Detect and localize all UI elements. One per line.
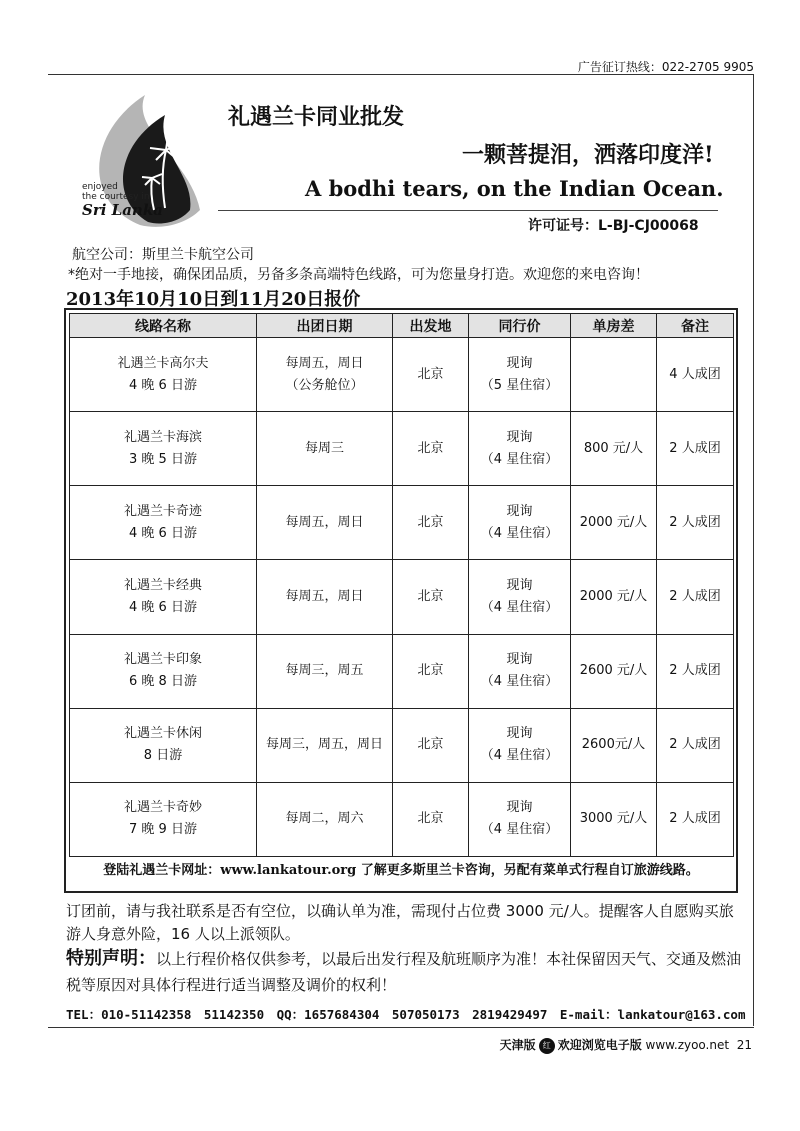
route-cell: 礼遇兰卡高尔夫 4 晚 6 日游	[70, 338, 257, 412]
welcome-text: 欢迎浏览电子版	[557, 1038, 642, 1052]
route-cell: 礼遇兰卡经典 4 晚 6 日游	[70, 560, 257, 634]
single-supplement-cell	[571, 338, 657, 412]
single-supplement-cell: 3000 元/人	[571, 782, 657, 856]
route-cell: 礼遇兰卡奇迹 4 晚 6 日游	[70, 486, 257, 560]
price-cell: 现询 （4 星住宿）	[469, 412, 571, 486]
table-row	[70, 338, 734, 412]
page-footer	[500, 1036, 752, 1054]
price-cell: 现询 （4 星住宿）	[469, 486, 571, 560]
price-cell: 现询 （5 星住宿）	[469, 338, 571, 412]
single-supplement-cell: 2000 元/人	[571, 486, 657, 560]
departure-cell: 北京	[393, 708, 469, 782]
price-cell: 现询 （4 星住宿）	[469, 782, 571, 856]
license-number: 许可证号：L-BJ-CJ00068	[528, 218, 699, 234]
logo-caption-line1: enjoyed	[82, 182, 118, 192]
departure-cell: 北京	[393, 486, 469, 560]
departure-cell: 北京	[393, 634, 469, 708]
logo-caption	[82, 182, 150, 202]
table-row	[70, 782, 734, 856]
special-statement-label: 特别声明：	[66, 948, 156, 969]
col-header-single-supplement: 单房差	[571, 314, 657, 338]
dates-cell: 每周三，周五，周日	[257, 708, 393, 782]
note-cell: 2 人成团	[657, 634, 734, 708]
special-statement	[66, 946, 742, 998]
departure-cell: 北京	[393, 412, 469, 486]
quote-table	[69, 313, 734, 857]
edition-label: 天津版	[499, 1038, 536, 1052]
note-cell: 2 人成团	[657, 412, 734, 486]
header-divider	[48, 74, 754, 75]
route-cell: 礼遇兰卡休闲 8 日游	[70, 708, 257, 782]
single-supplement-cell: 800 元/人	[571, 412, 657, 486]
route-cell: 礼遇兰卡印象 6 晚 8 日游	[70, 634, 257, 708]
title-divider	[218, 210, 718, 211]
table-row	[70, 412, 734, 486]
col-header-dates: 出团日期	[257, 314, 393, 338]
note-cell: 4 人成团	[657, 338, 734, 412]
single-supplement-cell: 2600元/人	[571, 708, 657, 782]
table-row	[70, 560, 734, 634]
booking-notice: 订团前，请与我社联系是否有空位，以确认单为准，需现付占位费 3000 元/人。提醒客人自愿购买旅游人身意外险，16 人以上派领队。	[66, 902, 734, 943]
page-number: 21	[736, 1038, 752, 1052]
price-cell: 现询 （4 星住宿）	[469, 634, 571, 708]
airline-info: 航空公司：斯里兰卡航空公司	[72, 247, 254, 263]
departure-cell: 北京	[393, 560, 469, 634]
logo-caption-line2: the courtesy in	[82, 192, 150, 202]
route-cell: 礼遇兰卡奇妙 7 晚 9 日游	[70, 782, 257, 856]
dates-cell: 每周五，周日 （公务舱位）	[257, 338, 393, 412]
table-row	[70, 708, 734, 782]
quote-period: 2013年10月10日到11月20日报价	[66, 289, 361, 310]
right-border	[753, 74, 754, 1026]
note-cell: 2 人成团	[657, 782, 734, 856]
note-cell: 2 人成团	[657, 486, 734, 560]
note-cell: 2 人成团	[657, 708, 734, 782]
dates-cell: 每周三	[257, 412, 393, 486]
slogan-english: A bodhi tears, on the Indian Ocean.	[305, 176, 724, 201]
col-header-note: 备注	[657, 314, 734, 338]
footer-divider	[48, 1027, 754, 1028]
page-title: 礼遇兰卡同业批发	[228, 105, 405, 130]
site-url: www.zyoo.net	[645, 1038, 730, 1052]
table-header-row	[70, 314, 734, 338]
single-supplement-cell: 2000 元/人	[571, 560, 657, 634]
price-cell: 现询 （4 星住宿）	[469, 560, 571, 634]
departure-cell: 北京	[393, 338, 469, 412]
special-statement-text: 以上行程价格仅供参考，以最后出发行程及航班顺序为准！本社保留因天气、交通及燃油税等原因对具体行程进行适当调整及调价的权利！	[66, 950, 742, 994]
col-header-route: 线路名称	[70, 314, 257, 338]
col-header-departure: 出发地	[393, 314, 469, 338]
contact-info: TEL：010-51142358 51142350 QQ：1657684304 507050173 2819429497 E-mail：lankatour@163.com	[66, 1007, 746, 1022]
dates-cell: 每周五，周日	[257, 486, 393, 560]
col-header-price: 同行价	[469, 314, 571, 338]
ad-hotline: 广告征订热线：022-2705 9905	[577, 60, 754, 74]
logo-brand: Sri Lanka	[82, 201, 163, 219]
route-cell: 礼遇兰卡海滨 3 晚 5 日游	[70, 412, 257, 486]
price-cell: 现询 （4 星住宿）	[469, 708, 571, 782]
dates-cell: 每周二，周六	[257, 782, 393, 856]
dates-cell: 每周五，周日	[257, 560, 393, 634]
dates-cell: 每周三，周五	[257, 634, 393, 708]
table-row	[70, 634, 734, 708]
slogan-chinese: 一颗菩提泪，洒落印度洋!	[462, 142, 714, 168]
departure-cell: 北京	[393, 782, 469, 856]
edition-badge-icon: 红	[539, 1038, 555, 1054]
note-cell: 2 人成团	[657, 560, 734, 634]
table-row	[70, 486, 734, 560]
intro-text: *绝对一手地接，确保团品质，另备多条高端特色线路，可为您量身打造。欢迎您的来电咨询！	[68, 267, 649, 283]
website-note: 登陆礼遇兰卡网址：www.lankatour.org 了解更多斯里兰卡咨询，另配有菜单式行程自订旅游线路。	[103, 863, 699, 878]
single-supplement-cell: 2600 元/人	[571, 634, 657, 708]
